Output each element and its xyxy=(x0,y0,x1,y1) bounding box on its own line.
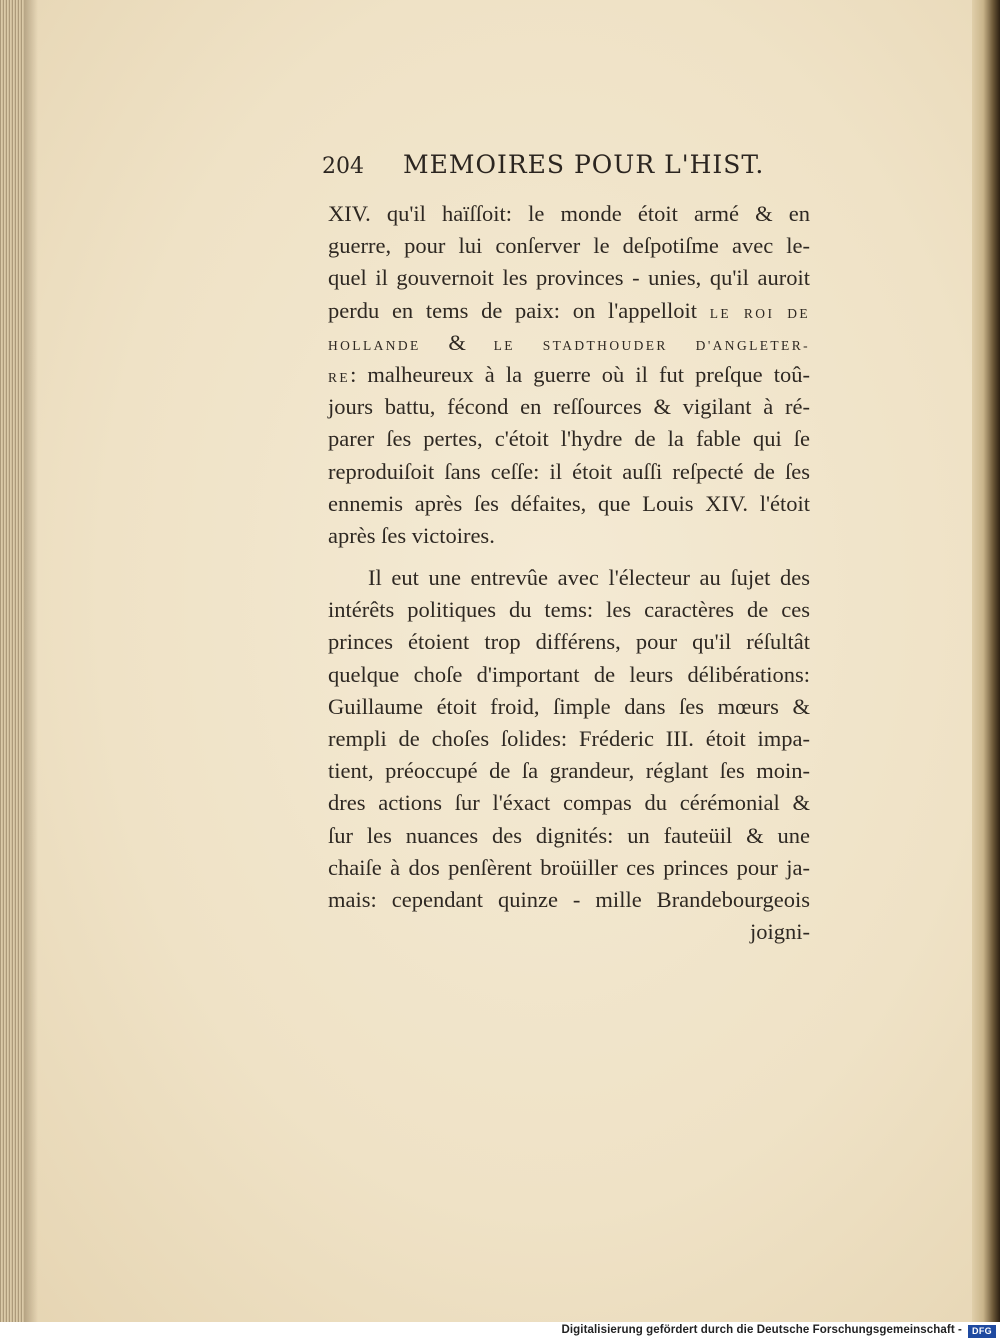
text-line: guerre, pour lui conſerver le deſpotiſme avec le- xyxy=(328,233,810,259)
text-line: dres actions ſur l'éxact compas du cérémonial & xyxy=(328,790,810,816)
text-line: Guillaume étoit froid, ſimple dans ſes mœurs & xyxy=(328,693,810,719)
stacked-page-edges xyxy=(0,0,24,1322)
running-head xyxy=(322,150,782,190)
text-line xyxy=(328,327,810,359)
text-line: Il eut une entrevûe avec l'électeur au ſujet des xyxy=(368,565,810,591)
catchword: joigni- xyxy=(750,919,810,945)
ampersand: & xyxy=(448,329,466,355)
text-line: quel il gouvernoit les provinces - unies, qu'il auroit xyxy=(328,265,810,291)
text-line xyxy=(328,295,810,327)
text-line: reproduiſoit ſans ceſſe: il étoit auſſi reſpecté de ſes xyxy=(328,458,810,484)
text-line: rempli de choſes ſolides: Fréderic III. étoit impa- xyxy=(328,726,810,751)
digitization-credit: Digitalisierung gefördert durch die Deutsche Forschungsgemeinschaft - xyxy=(561,1324,962,1336)
page-edge-shadow xyxy=(24,0,38,1322)
text-line: après ſes victoires. xyxy=(328,522,495,548)
running-head-title: MEMOIRES POUR L'HIST. xyxy=(403,150,765,179)
body-text xyxy=(328,198,810,948)
text-run: : malheureux à la guerre où il fut preſque toû- xyxy=(350,361,810,387)
text-line: mais: cependant quinze - mille Brandebourgeois xyxy=(328,886,810,912)
text-line: jours battu, fécond en reſſources & vigilant à ré- xyxy=(328,394,810,420)
text-line: quelque choſe d'important de leurs délibérations: xyxy=(328,661,810,687)
text-line: tient, préoccupé de ſa grandeur, réglant ſes moin- xyxy=(328,758,810,784)
binding-gutter xyxy=(972,0,1000,1322)
text-line: ennemis après ſes défaites, que Louis XIV. l'étoit xyxy=(328,490,810,516)
smallcaps-run: LE STADTHOUDER D'ANGLETER- xyxy=(493,337,810,353)
text-line: princes étoient trop différens, pour qu'il réſultât xyxy=(328,629,810,655)
smallcaps-run: RE xyxy=(328,369,351,385)
smallcaps-run: LE ROI DE xyxy=(709,305,810,321)
text-line: intérêts politiques du tems: les caractères de ces xyxy=(328,597,810,623)
text-line: parer ſes pertes, c'étoit l'hydre de la fable qui ſe xyxy=(328,426,810,452)
text-line: chaiſe à dos penſèrent broüiller ces princes pour ja- xyxy=(328,854,810,880)
text-line: XIV. qu'il haïſſoit: le monde étoit armé & en xyxy=(328,201,810,226)
text-line xyxy=(328,359,810,391)
dfg-logo: DFG xyxy=(968,1325,996,1338)
paragraph-gap xyxy=(328,552,810,562)
text-line: ſur les nuances des dignités: un fauteüil & une xyxy=(328,822,810,848)
smallcaps-run: HOLLANDE xyxy=(328,337,421,353)
text-run: perdu en tems de paix: on l'appelloit xyxy=(328,297,698,323)
page-number: 204 xyxy=(322,154,364,179)
